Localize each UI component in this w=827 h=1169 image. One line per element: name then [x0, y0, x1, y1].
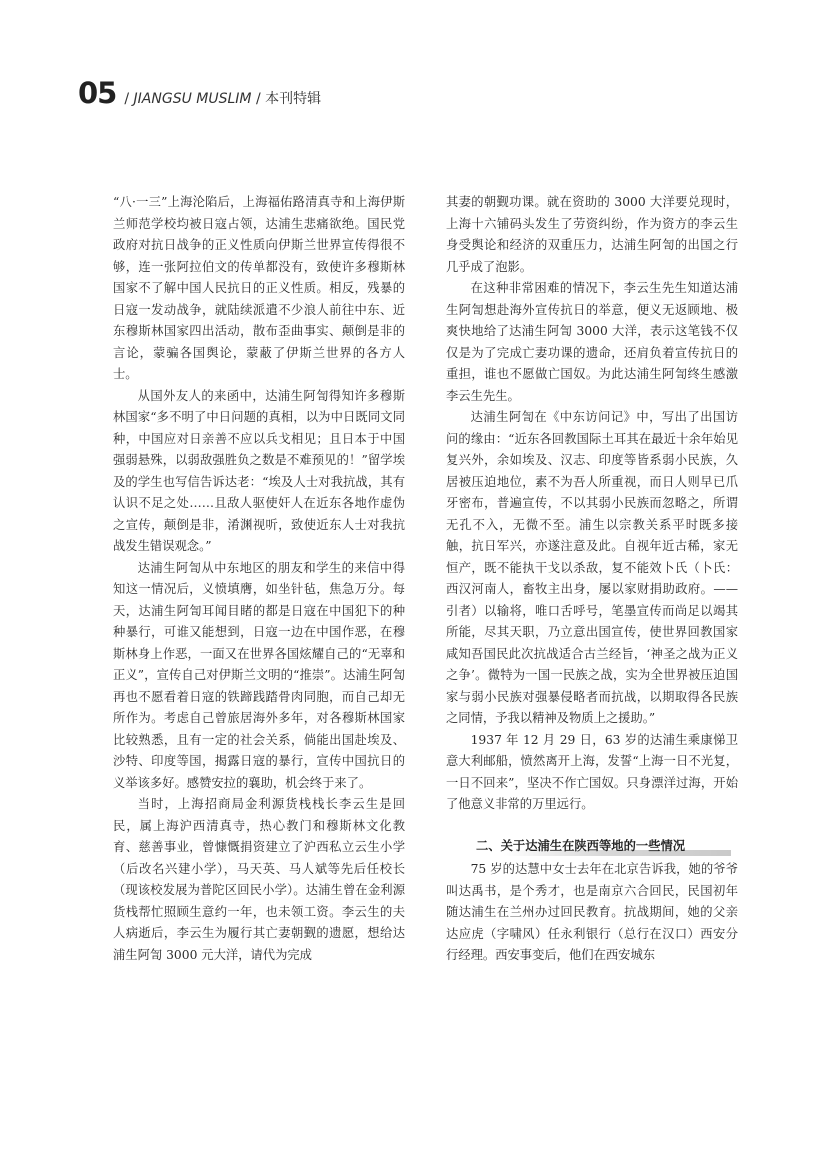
paragraph: 当时，上海招商局金利源货栈栈长李云生是回民，属上海沪西清真寺，热心教门和穆斯林文化教育、慈善事业，曾慷慨捐资建立了沪西私立云生小学（后改名兴建小学），马天英、马人斌等先后任校长（现该校发展为普陀区回民小学）。达浦生曾在金利源货栈帮忙照顾生意约一年，也未领工资。李云生的夫人病逝后，李云生为履行其亡妻朝觐的遗愿，想给达浦生阿訇 3000 元大洋，请代为完成 [113, 797, 405, 962]
header-separator: / [124, 91, 130, 107]
paragraph: 达浦生阿訇从中东地区的朋友和学生的来信中得知这一情况后，义愤填膺，如坐针毡，焦急万分。每天，达浦生阿訇耳闻目睹的都是日寇在中国犯下的种种暴行，可谁又能想到，日寇一边在中国作恶，在穆斯林身上作恶，一面又在世界各国炫耀自己的“无辜和正义”，宣传自己对伊斯兰文明的“推崇”。达浦生阿訇再也不愿看着日寇的铁蹄践踏骨肉同胞，而自己却无所作为。考虑自己曾旅居海外多年，对各穆斯林国家比较熟悉，且有一定的社会关系，倘能出国赴埃及、沙特、印度等国，揭露日寇的暴行，宣传中国抗日的义举该多好。感赞安拉的襄助，机会终于来了。 [113, 560, 405, 790]
paragraph: 在这种非常困难的情况下，李云生先生知道达浦生阿訇想赴海外宣传抗日的举意，便义无返顾地、极爽快地给了达浦生阿訇 3000 大洋，表示这笔钱不仅仅是为了完成亡妻功课的遗命，还肩负着宣传抗日的重担，谁也不愿做亡国奴。为此达浦生阿訇终生感激李云生先生。 [446, 281, 738, 403]
section-heading: 二、关于达浦生在陕西等地的一些情况 [446, 836, 731, 858]
page-number: 05 [78, 76, 117, 110]
paragraph: 从国外友人的来函中，达浦生阿訇得知许多穆斯林国家“多不明了中日问题的真相，以为中日既同文同种，中国应对日亲善不应以兵戈相见；且日本于中国强弱悬殊，以弱敌强胜负之数是不难预见的！”留学埃及的学生也写信告诉达老：“埃及人士对我抗战，其有认识不足之处……且敌人驱使奸人在近东各地作虚伪之宣传，颠倒是非，淆渊视听，致使近东人士对我抗战发生错误观念。” [113, 388, 405, 553]
left-column [113, 192, 405, 966]
paragraph: 达浦生阿訇在《中东访问记》中，写出了出国访问的缘由：“近东各回教国际土耳其在最近十余年始见复兴外，余如埃及、汉志、印度等皆系弱小民族，久居被压迫地位，素不为吾人所重视，而日人则早已爪牙密布，普遍宣传，不以其弱小民族而忽略之，所谓无孔不入，无微不至。浦生以宗教关系平时既多接触，抗日军兴，亦遂注意及此。自视年近古稀，家无恒产，既不能执干戈以杀敌，复不能效卜氏（卜氏：西汉河南人，畜牧主出身，屡以家财捐助政府。——引者）以输将，唯口舌呼号，笔墨宣传而尚足以竭其所能，尽其天职，乃立意出国宣传，使世界回教国家咸知吾国民此次抗战适合古兰经旨，‘神圣之战为正义之争’。微特为一国一民族之战，实为全世界被压迫国家与弱小民族对强暴侵略者而抗战，以期取得各民族之同情，予我以精神及物质上之援助。” [446, 410, 738, 725]
right-column [446, 192, 738, 967]
paragraph: 1937 年 12 月 29 日，63 岁的达浦生乘康悌卫意大利邮船，愤然离开上海，发誓“上海一日不光复，一日不回来”，坚决不作亡国奴。只身漂洋过海，开始了他意义非常的万里远行。 [446, 732, 738, 811]
header-separator: / [255, 91, 261, 107]
paragraph: “八·一三”上海沦陷后，上海福佑路清真寺和上海伊斯兰师范学校均被日寇占领，达浦生悲痛欲绝。国民党政府对抗日战争的正义性质向伊斯兰世界宣传得很不够，连一张阿拉伯文的传单都没有，致使许多穆斯林国家不了解中国人民抗日的正义性质。相反，残暴的日寇一发动战争，就陆续派遣不少浪人前往中东、近东穆斯林国家四出活动，散布歪曲事实、颠倒是非的言论，蒙骗各国舆论，蒙蔽了伊斯兰世界的各方人士。 [113, 195, 405, 381]
page-header [78, 76, 321, 110]
paragraph: 其妻的朝觐功课。就在资助的 3000 大洋要兑现时，上海十六铺码头发生了劳资纠纷，作为资方的李云生身受舆论和经济的双重压力，达浦生阿訇的出国之行几乎成了泡影。 [446, 195, 738, 274]
header-title [124, 88, 321, 108]
paragraph: 75 岁的达慧中女士去年在北京告诉我，她的爷爷叫达禹书，是个秀才，也是南京六合回民，民国初年随达浦生在兰州办过回民教育。抗战期间，她的父亲达应虎（字啸风）任永利银行（总行在汉口）西安分行经理。西安事变后，他们在西安城东 [446, 862, 738, 962]
section-name: 本刊特辑 [265, 91, 322, 107]
magazine-name: JIANGSU MUSLIM [133, 91, 252, 107]
